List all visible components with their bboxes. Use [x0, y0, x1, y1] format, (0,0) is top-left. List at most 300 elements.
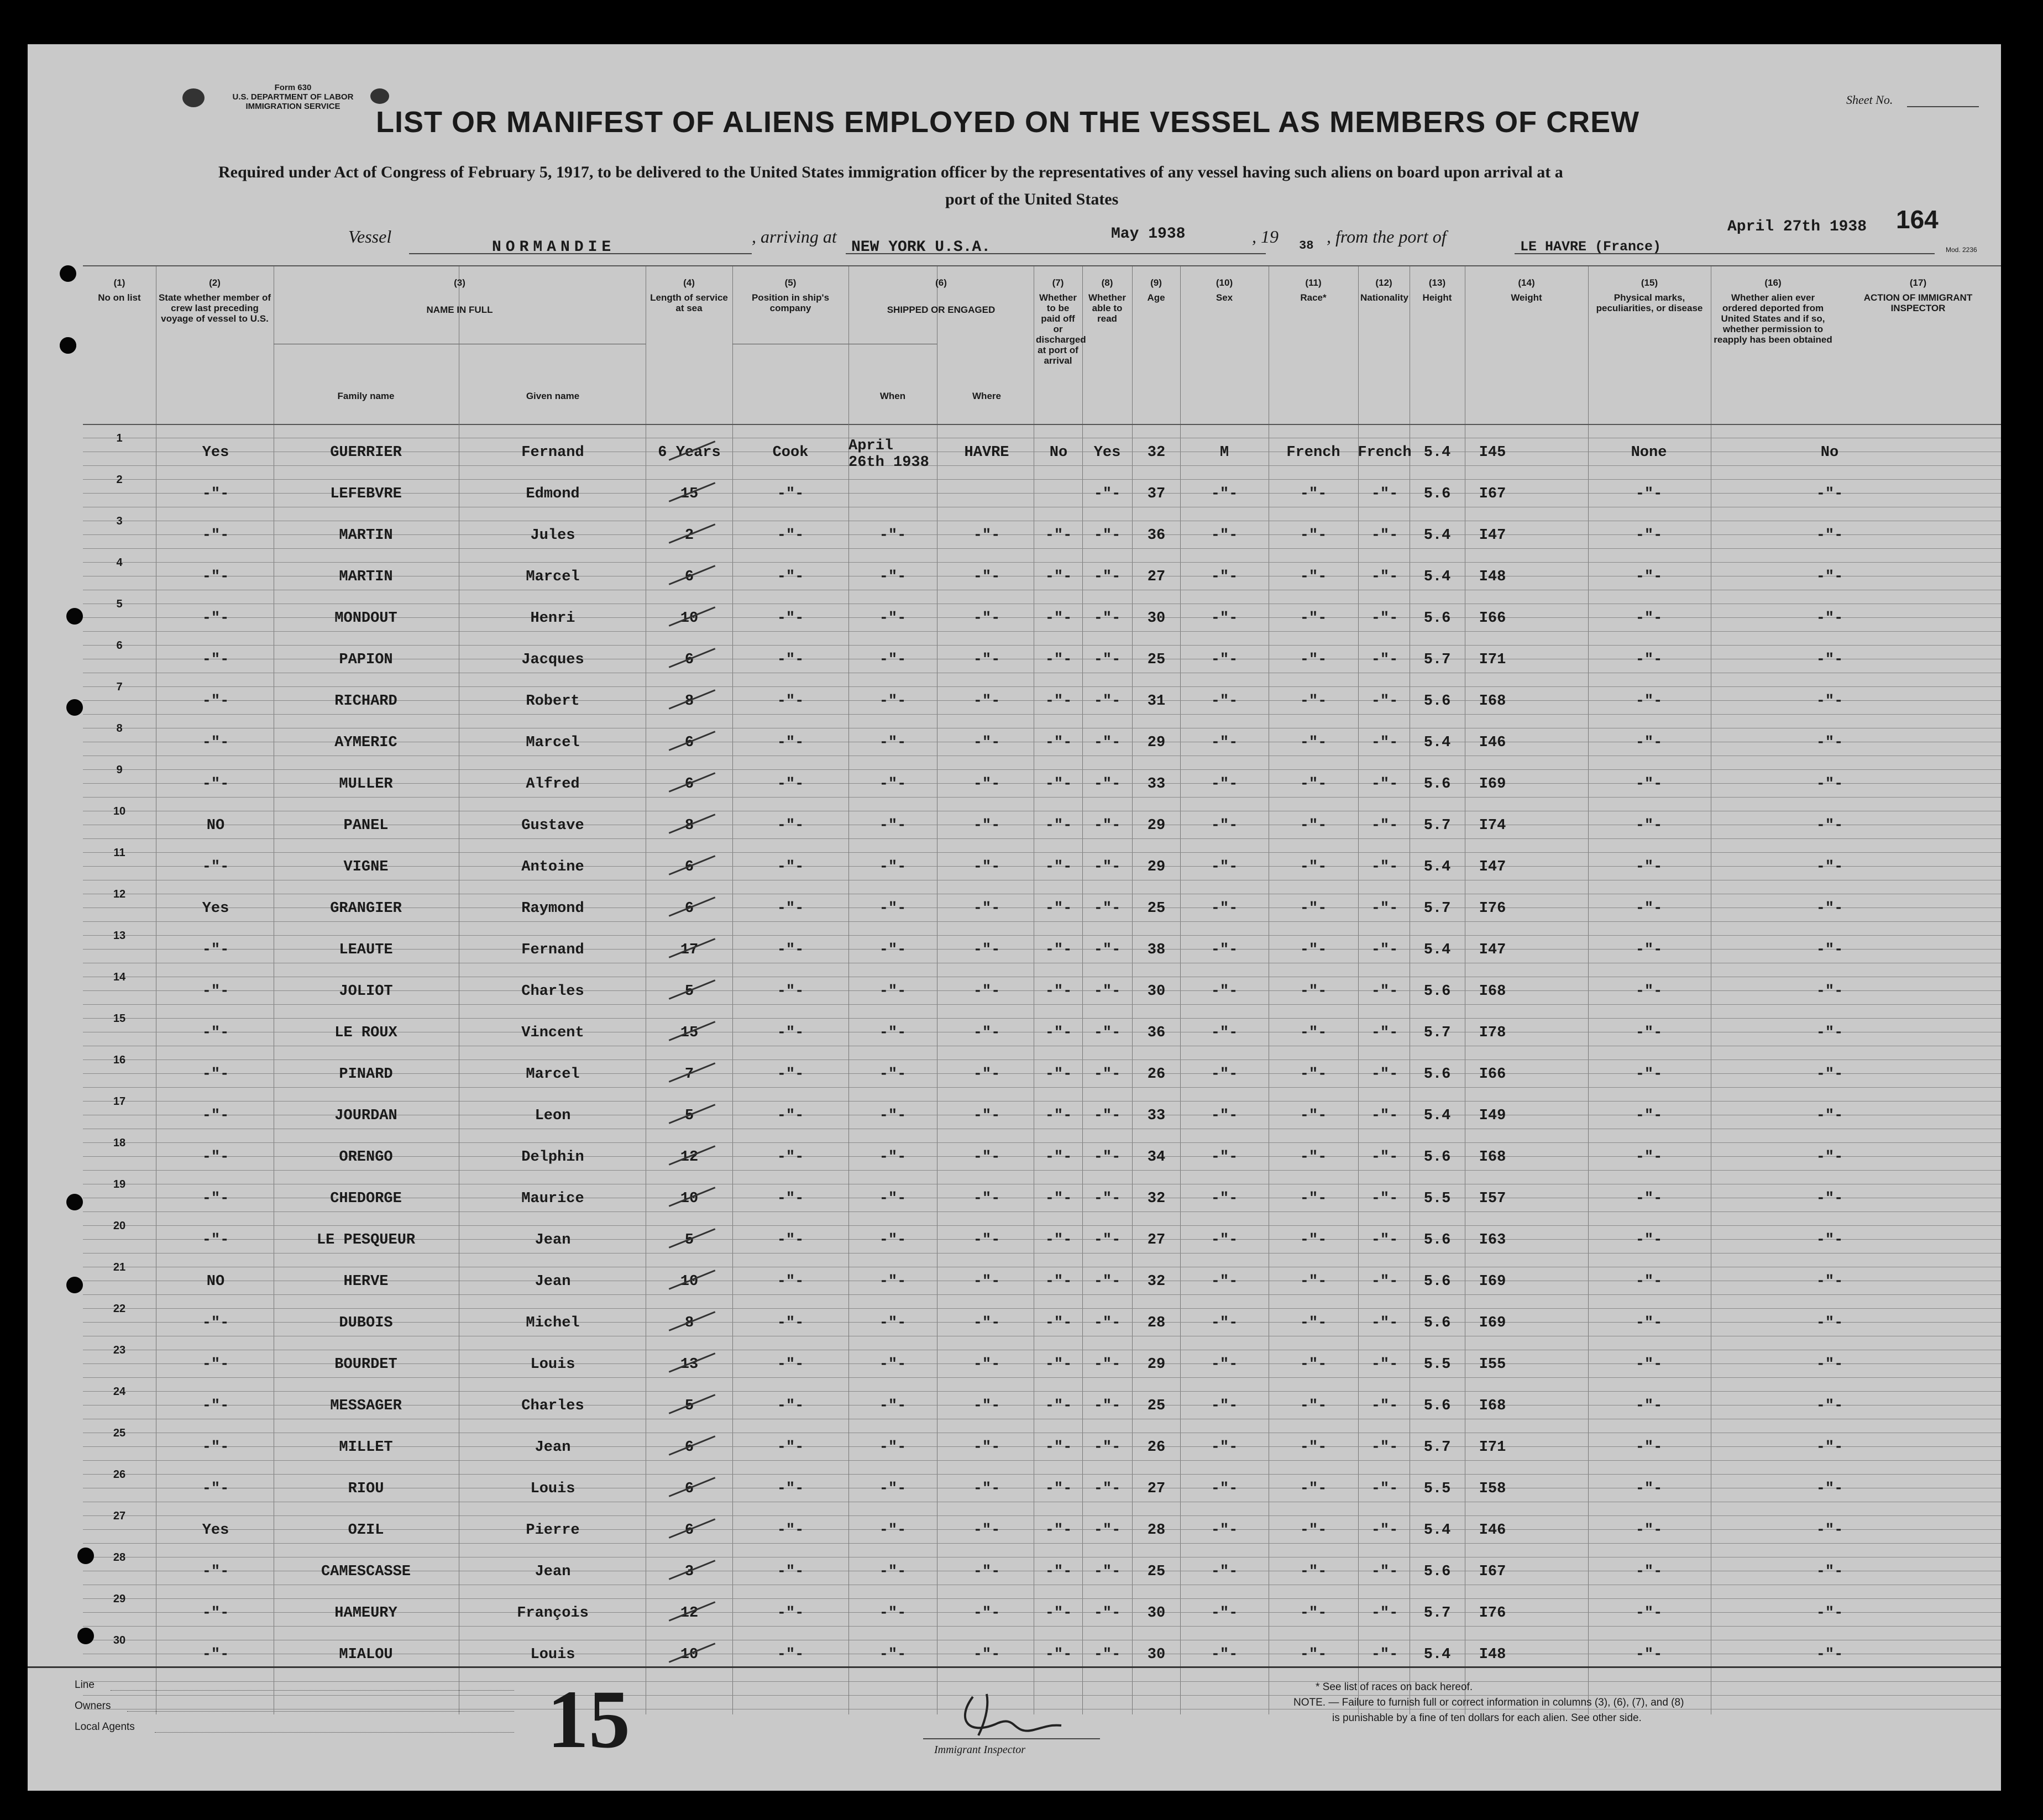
column-number: (13) [1428, 277, 1446, 288]
cell-paid: -"- [1045, 900, 1072, 917]
cell-marks: -"- [1635, 1190, 1663, 1207]
cell-family: CAMESCASSE [321, 1564, 411, 1580]
cell-read: -"- [1093, 1273, 1121, 1290]
cell-marks: -"- [1635, 735, 1663, 751]
cell-marks: -"- [1635, 1398, 1663, 1414]
cell-weight: I71 [1479, 652, 1506, 668]
cell-marks: -"- [1635, 693, 1663, 710]
cell-service: 3 [684, 1564, 694, 1580]
cell-nat: -"- [1371, 569, 1398, 585]
cell-marks: -"- [1635, 1025, 1663, 1041]
cell-service: 15 [680, 1025, 699, 1041]
column-number: (8) [1101, 277, 1113, 288]
arriving-underline [846, 253, 1266, 254]
column-label: No on list [98, 292, 141, 303]
cell-service: 6 [684, 1439, 694, 1456]
column-header [1271, 277, 1356, 303]
cell-position: -"- [777, 817, 804, 834]
cell-age: 33 [1147, 776, 1166, 793]
cell-prev: -"- [202, 735, 229, 751]
cell-prev: -"- [202, 1108, 229, 1124]
cell-position: -"- [777, 1025, 804, 1041]
ruled-line [83, 1474, 2001, 1475]
cell-race: -"- [1300, 693, 1327, 710]
cell-deported: -"- [1816, 1356, 1843, 1373]
cell-prev: Yes [202, 1522, 229, 1539]
row-number: 15 [113, 1013, 126, 1025]
cell-sex: -"- [1211, 1190, 1238, 1207]
cell-nat: -"- [1371, 735, 1398, 751]
column-rule [848, 344, 849, 1714]
row-number: 26 [113, 1468, 126, 1481]
cell-family: GUERRIER [330, 444, 402, 461]
cell-service: 6 Years [658, 444, 721, 461]
cell-age: 27 [1147, 1481, 1166, 1497]
footer-rule [28, 1666, 2001, 1668]
cell-when: -"- [879, 1646, 907, 1663]
ruled-line [83, 1294, 2001, 1295]
cell-prev: -"- [202, 942, 229, 958]
ruled-line [83, 1004, 2001, 1005]
ruled-line [83, 1515, 2001, 1516]
cell-prev: -"- [202, 610, 229, 627]
cell-prev: -"- [202, 652, 229, 668]
cell-position: -"- [777, 1066, 804, 1083]
cell-prev: -"- [202, 1066, 229, 1083]
row-number: 24 [113, 1386, 126, 1398]
cell-family: GRANGIER [330, 900, 402, 917]
cell-weight: I48 [1479, 1646, 1506, 1663]
cell-family: CHEDORGE [330, 1190, 402, 1207]
cell-sex: -"- [1211, 1481, 1238, 1497]
cell-where: HAVRE [964, 444, 1009, 461]
cell-service: 5 [684, 1232, 694, 1249]
subheader-given-name: Given name [526, 391, 580, 401]
cell-when: -"- [879, 900, 907, 917]
cell-read: -"- [1093, 735, 1121, 751]
cell-family: MIALOU [339, 1646, 393, 1663]
cell-when: -"- [879, 527, 907, 544]
cell-read: -"- [1093, 486, 1121, 502]
cell-height: 5.4 [1423, 1108, 1451, 1124]
cell-race: -"- [1300, 1315, 1327, 1331]
cell-read: -"- [1093, 1108, 1121, 1124]
cell-family: MARTIN [339, 527, 393, 544]
cell-where: -"- [973, 1605, 1000, 1622]
cell-sex: -"- [1211, 1564, 1238, 1580]
cell-nat: -"- [1371, 1439, 1398, 1456]
cell-where: -"- [973, 1025, 1000, 1041]
cell-paid: -"- [1045, 1315, 1072, 1331]
cell-weight: I45 [1479, 444, 1506, 461]
cell-read: -"- [1093, 1522, 1121, 1539]
cell-family: PANEL [343, 817, 389, 834]
row-number: 2 [116, 474, 123, 486]
cell-service: 6 [684, 1481, 694, 1497]
cell-service: 7 [684, 1066, 694, 1083]
service-name: IMMIGRATION SERVICE [245, 102, 340, 111]
cell-where: -"- [973, 900, 1000, 917]
cell-family: PAPION [339, 652, 393, 668]
cell-family: LE PESQUEUR [316, 1232, 416, 1249]
cell-where: -"- [973, 1439, 1000, 1456]
binder-hole [66, 1277, 83, 1293]
cell-position: -"- [777, 1315, 804, 1331]
cell-race: -"- [1300, 569, 1327, 585]
cell-given: Jean [535, 1564, 571, 1580]
cell-given: Charles [521, 1398, 584, 1414]
cell-paid: -"- [1045, 776, 1072, 793]
cell-height: 5.6 [1423, 693, 1451, 710]
arrival-date: May 1938 [1111, 225, 1186, 243]
note-text1: — Failure to furnish full or correct information in columns (3), (6), (7), and (8) [1328, 1697, 1684, 1708]
cell-read: -"- [1093, 1605, 1121, 1622]
ruled-line [83, 1377, 2001, 1378]
cell-age: 30 [1147, 1605, 1166, 1622]
cell-when: -"- [879, 693, 907, 710]
cell-deported: -"- [1816, 1273, 1843, 1290]
column-number: (16) [1764, 277, 1782, 288]
footer-line-field [111, 1690, 514, 1691]
cell-race: -"- [1300, 1481, 1327, 1497]
cell-family: RICHARD [334, 693, 397, 710]
cell-family: MONDOUT [334, 610, 397, 627]
cell-deported: -"- [1816, 527, 1843, 544]
cell-service: 13 [680, 1356, 699, 1373]
cell-height: 5.4 [1423, 735, 1451, 751]
row-number: 7 [116, 681, 123, 693]
ruled-line [83, 479, 2001, 480]
sheet-label: Sheet No. [1846, 93, 1893, 107]
binder-hole [66, 608, 83, 625]
row-number: 4 [116, 557, 123, 569]
cell-marks: -"- [1635, 1108, 1663, 1124]
cell-read: -"- [1093, 569, 1121, 585]
column-header [1590, 277, 1709, 313]
cell-weight: I76 [1479, 900, 1506, 917]
cell-height: 5.4 [1423, 444, 1451, 461]
cell-marks: -"- [1635, 1273, 1663, 1290]
column-label: Weight [1511, 292, 1542, 303]
vessel-name: NORMANDIE [492, 239, 616, 256]
cell-given: Jean [535, 1273, 571, 1290]
cell-weight: I71 [1479, 1439, 1506, 1456]
cell-deported: -"- [1816, 735, 1843, 751]
cell-when: -"- [879, 1232, 907, 1249]
row-number: 12 [113, 888, 126, 900]
cell-weight: I63 [1479, 1232, 1506, 1249]
cell-nat: -"- [1371, 1646, 1398, 1663]
column-label: Race* [1300, 292, 1327, 303]
ruled-line [83, 1101, 2001, 1102]
row-number: 20 [113, 1220, 126, 1232]
cell-age: 30 [1147, 983, 1166, 1000]
cell-deported: -"- [1816, 486, 1843, 502]
column-header [276, 277, 643, 315]
cell-nat: -"- [1371, 486, 1398, 502]
cell-deported: -"- [1816, 1025, 1843, 1041]
cell-given: Marcel [526, 569, 580, 585]
cell-where: -"- [973, 693, 1000, 710]
cell-nat: -"- [1371, 1522, 1398, 1539]
cell-age: 32 [1147, 444, 1166, 461]
cell-race: -"- [1300, 1108, 1327, 1124]
cell-paid: -"- [1045, 1108, 1072, 1124]
cell-paid: -"- [1045, 527, 1072, 544]
row-number: 21 [113, 1261, 126, 1273]
cell-marks: -"- [1635, 1522, 1663, 1539]
column-number: (12) [1375, 277, 1392, 288]
cell-sex: -"- [1211, 1108, 1238, 1124]
column-number: (6) [935, 277, 947, 288]
column-label: Age [1147, 292, 1165, 303]
cell-when: -"- [879, 1522, 907, 1539]
cell-weight: I68 [1479, 693, 1506, 710]
column-number: (3) [454, 277, 465, 288]
cell-marks: -"- [1635, 486, 1663, 502]
cell-given: Jacques [521, 652, 584, 668]
cell-deported: -"- [1816, 1564, 1843, 1580]
cell-age: 32 [1147, 1273, 1166, 1290]
cell-height: 5.6 [1423, 1398, 1451, 1414]
cell-marks: -"- [1635, 569, 1663, 585]
cell-sex: -"- [1211, 1025, 1238, 1041]
cell-age: 29 [1147, 1356, 1166, 1373]
cell-where: -"- [973, 1273, 1000, 1290]
cell-service: 8 [684, 1315, 694, 1331]
cell-prev: -"- [202, 1149, 229, 1166]
cell-deported: -"- [1816, 1646, 1843, 1663]
cell-paid: -"- [1045, 735, 1072, 751]
cell-deported: -"- [1816, 652, 1843, 668]
cell-weight: I66 [1479, 1066, 1506, 1083]
row-number: 25 [113, 1427, 126, 1439]
column-header [1134, 277, 1178, 303]
ruled-line [83, 645, 2001, 646]
column-number: (17) [1909, 277, 1927, 288]
cell-deported: -"- [1816, 859, 1843, 875]
cell-weight: I47 [1479, 527, 1506, 544]
ruled-line [83, 921, 2001, 922]
cell-position: -"- [777, 1522, 804, 1539]
cell-marks: -"- [1635, 1564, 1663, 1580]
cell-sex: -"- [1211, 1356, 1238, 1373]
cell-prev: -"- [202, 527, 229, 544]
cell-family: JOURDAN [334, 1108, 397, 1124]
column-header [1085, 277, 1130, 324]
cell-when: -"- [879, 942, 907, 958]
cell-read: -"- [1093, 693, 1121, 710]
cell-race: -"- [1300, 900, 1327, 917]
cell-when: -"- [879, 776, 907, 793]
cell-weight: I69 [1479, 1315, 1506, 1331]
vessel-underline [409, 253, 752, 254]
cell-weight: I67 [1479, 1564, 1506, 1580]
cell-prev: -"- [202, 776, 229, 793]
column-number: (10) [1216, 277, 1233, 288]
column-label: SHIPPED OR ENGAGED [887, 305, 996, 315]
cell-marks: -"- [1635, 1066, 1663, 1083]
cell-nat: -"- [1371, 983, 1398, 1000]
cell-service: 5 [684, 1398, 694, 1414]
cell-read: -"- [1093, 1481, 1121, 1497]
cell-where: -"- [973, 817, 1000, 834]
cell-marks: -"- [1635, 527, 1663, 544]
cell-given: Michel [526, 1315, 580, 1331]
crew-table [83, 265, 2001, 1714]
cell-deported: -"- [1816, 1232, 1843, 1249]
cell-height: 5.6 [1423, 1315, 1451, 1331]
cell-family: PINARD [339, 1066, 393, 1083]
cell-where: -"- [973, 1149, 1000, 1166]
ruled-line [83, 1391, 2001, 1392]
cell-nat: -"- [1371, 652, 1398, 668]
cell-age: 37 [1147, 486, 1166, 502]
column-label: Physical marks, peculiarities, or disease [1596, 292, 1703, 313]
cell-where: -"- [973, 527, 1000, 544]
cell-race: -"- [1300, 776, 1327, 793]
cell-paid: -"- [1045, 859, 1072, 875]
cell-paid: -"- [1045, 1066, 1072, 1083]
cell-service: 6 [684, 652, 694, 668]
column-header [1182, 277, 1266, 303]
cell-race: -"- [1300, 1190, 1327, 1207]
row-number: 14 [113, 971, 126, 983]
cell-position: -"- [777, 735, 804, 751]
cell-height: 5.6 [1423, 1564, 1451, 1580]
cell-height: 5.7 [1423, 1439, 1451, 1456]
inspector-label: Immigrant Inspector [934, 1744, 1025, 1756]
cell-deported: -"- [1816, 1108, 1843, 1124]
cell-where: -"- [973, 1522, 1000, 1539]
ruled-line [83, 1626, 2001, 1627]
cell-age: 30 [1147, 1646, 1166, 1663]
cell-deported: -"- [1816, 942, 1843, 958]
departure-date: April 27th 1938 [1727, 218, 1867, 235]
cell-when: April 26th 1938 [848, 438, 929, 471]
row-number: 29 [113, 1593, 126, 1605]
inspector-signature-icon [934, 1686, 1100, 1746]
cell-when: -"- [879, 652, 907, 668]
subheader-where: Where [972, 391, 1001, 401]
cell-sex: -"- [1211, 1273, 1238, 1290]
cell-marks: -"- [1635, 1646, 1663, 1663]
cell-marks: -"- [1635, 1481, 1663, 1497]
cell-paid: -"- [1045, 610, 1072, 627]
column-header [735, 277, 846, 313]
cell-service: 10 [680, 1190, 699, 1207]
cell-nat: -"- [1371, 1315, 1398, 1331]
cell-nat: -"- [1371, 1356, 1398, 1373]
cell-weight: I69 [1479, 1273, 1506, 1290]
cell-when: -"- [879, 859, 907, 875]
subheader-family-name: Family name [337, 391, 395, 401]
cell-when: -"- [879, 1356, 907, 1373]
cell-height: 5.4 [1423, 569, 1451, 585]
column-header [851, 277, 1031, 315]
footer-line-label: Line [75, 1679, 95, 1691]
cell-race: -"- [1300, 486, 1327, 502]
cell-age: 36 [1147, 527, 1166, 544]
cell-paid: -"- [1045, 817, 1072, 834]
cell-position: -"- [777, 1273, 804, 1290]
cell-marks: -"- [1635, 983, 1663, 1000]
cell-deported: -"- [1816, 776, 1843, 793]
cell-weight: I66 [1479, 610, 1506, 627]
cell-sex: -"- [1211, 1315, 1238, 1331]
cell-height: 5.5 [1423, 1481, 1451, 1497]
cell-prev: -"- [202, 569, 229, 585]
cell-weight: I76 [1479, 1605, 1506, 1622]
cell-where: -"- [973, 610, 1000, 627]
cell-race: -"- [1300, 1522, 1327, 1539]
cell-read: -"- [1093, 527, 1121, 544]
row-number: 8 [116, 722, 123, 735]
cell-read: -"- [1093, 776, 1121, 793]
cell-race: -"- [1300, 1646, 1327, 1663]
cell-service: 10 [680, 1646, 699, 1663]
cell-position: -"- [777, 1356, 804, 1373]
binder-hole [77, 1628, 94, 1644]
cell-deported: -"- [1816, 1398, 1843, 1414]
page-number: 15 [547, 1674, 630, 1765]
cell-weight: I78 [1479, 1025, 1506, 1041]
from-underline [1515, 253, 1935, 254]
cell-marks: -"- [1635, 1439, 1663, 1456]
cell-given: Marcel [526, 1066, 580, 1083]
cell-read: -"- [1093, 1066, 1121, 1083]
cell-position: -"- [777, 983, 804, 1000]
cell-given: Edmond [526, 486, 580, 502]
subheader-when: When [879, 391, 906, 401]
cell-race: -"- [1300, 735, 1327, 751]
cell-given: Robert [526, 693, 580, 710]
cell-age: 32 [1147, 1190, 1166, 1207]
cell-height: 5.7 [1423, 1025, 1451, 1041]
cell-family: HAMEURY [334, 1605, 397, 1622]
cell-position: -"- [777, 652, 804, 668]
cell-given: Fernand [521, 942, 584, 958]
cell-age: 25 [1147, 900, 1166, 917]
cell-where: -"- [973, 569, 1000, 585]
cell-weight: I68 [1479, 1149, 1506, 1166]
cell-when: -"- [879, 735, 907, 751]
cell-service: 15 [680, 486, 699, 502]
cell-paid: -"- [1045, 1481, 1072, 1497]
cell-given: François [517, 1605, 589, 1622]
cell-when: -"- [879, 1273, 907, 1290]
cell-where: -"- [973, 983, 1000, 1000]
cell-read: -"- [1093, 1232, 1121, 1249]
cell-family: HERVE [343, 1273, 389, 1290]
cell-when: -"- [879, 1190, 907, 1207]
row-number: 13 [113, 930, 126, 942]
cell-given: Pierre [526, 1522, 580, 1539]
cell-weight: I55 [1479, 1356, 1506, 1373]
cell-service: 6 [684, 859, 694, 875]
column-number: (11) [1305, 277, 1322, 288]
cell-given: Marcel [526, 735, 580, 751]
cell-sex: -"- [1211, 1605, 1238, 1622]
cell-race: -"- [1300, 652, 1327, 668]
cell-paid: -"- [1045, 1190, 1072, 1207]
cell-when: -"- [879, 1025, 907, 1041]
cell-age: 26 [1147, 1066, 1166, 1083]
cell-family: OZIL [348, 1522, 384, 1539]
cell-given: Charles [521, 983, 584, 1000]
cell-age: 26 [1147, 1439, 1166, 1456]
ruled-line [83, 769, 2001, 770]
